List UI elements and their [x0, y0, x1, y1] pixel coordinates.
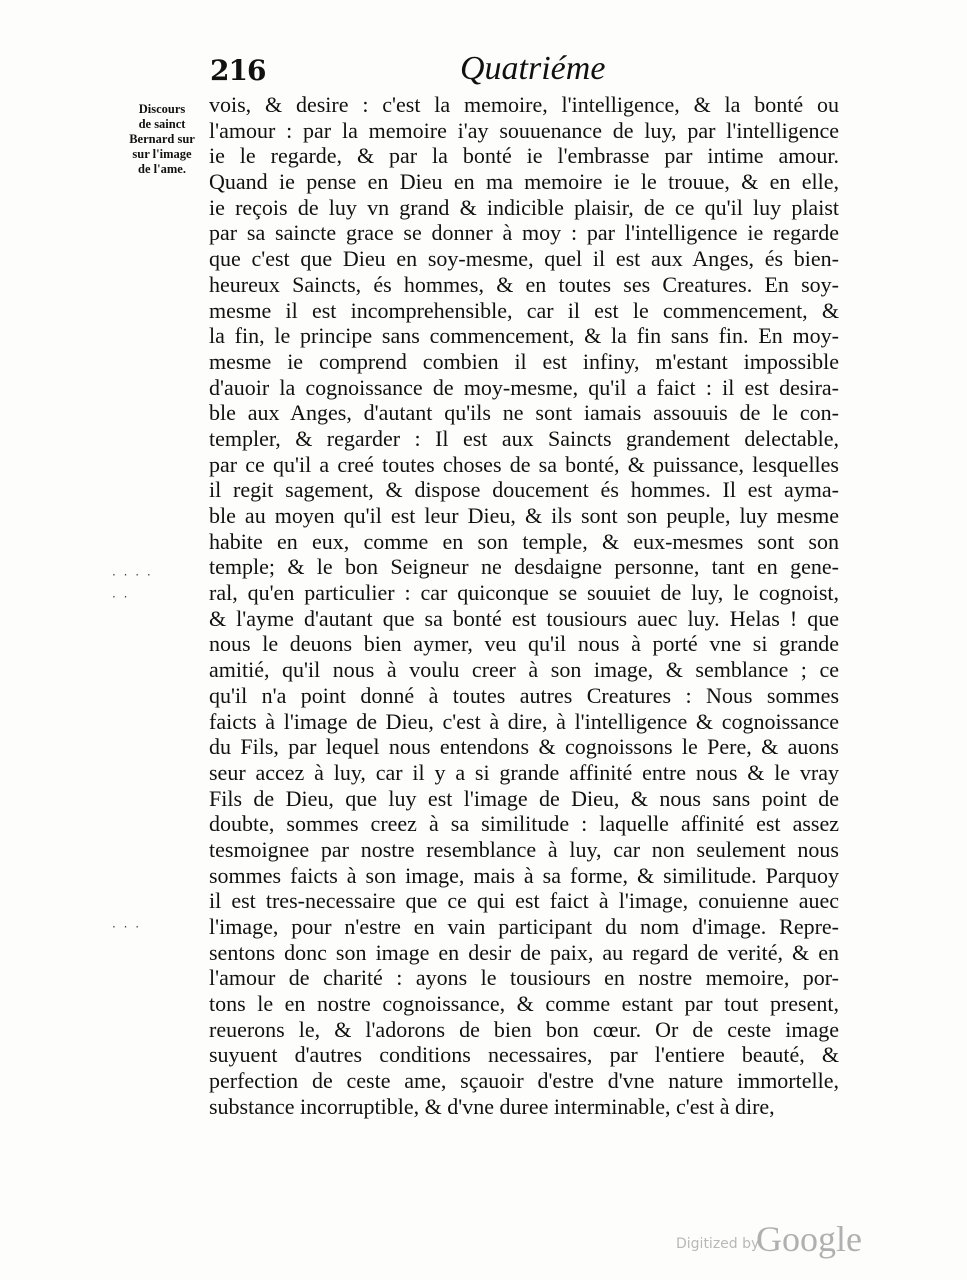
text-line: nous le deuons bien aymer, veu qu'il nous à porté vne si grande	[209, 631, 839, 657]
margin-note-line: sur l'image	[132, 147, 192, 161]
margin-note-line: de l'ame.	[138, 162, 186, 176]
margin-note	[118, 102, 206, 177]
text-line: amitié, qu'il nous à voulu creer à son image, & semblance ; ce	[209, 657, 839, 683]
text-line: qu'il n'a point donné à toutes autres Creatures : Nous sommes	[209, 682, 839, 708]
text-line: la fin, le principe sans commencement, & la fin sans fin. En moy-	[209, 323, 839, 349]
text-line: ie reçois de luy vn grand & indicible plaisir, de ce qu'il luy plaist	[209, 194, 839, 220]
text-line: l'image, pour n'estre en vain participant du nom d'image. Repre-	[209, 914, 839, 939]
text-line: temple; & le bon Seigneur ne desdaigne personne, tant en gene-	[209, 554, 839, 580]
text-line: ie le regarde, & par la bonté ie l'embrasse par intime amour.	[209, 143, 839, 169]
google-logo: Google	[756, 1219, 862, 1259]
margin-note-line: de sainct	[138, 117, 186, 131]
text-line: faicts à l'image de Dieu, c'est à dire, à l'intelligence & cognoissance	[209, 708, 839, 734]
bleed-through-mark: · ·	[112, 590, 130, 604]
text-line: & l'ayme d'autant que sa bonté est tousiours auec luy. Helas ! que	[209, 605, 839, 631]
text-line: tesmoignee par nostre resemblance à luy, car non seulement nous	[209, 836, 839, 862]
text-line: perfection de ceste ame, sçauoir d'estre d'vne nature immortelle,	[209, 1068, 839, 1094]
text-line: mesme il est incomprehensible, car il est le commencement, &	[209, 297, 839, 323]
text-line: seur accez à luy, car il y a si grande affinité entre nous & le vray	[209, 759, 839, 785]
text-line: substance incorruptible, & d'vne duree interminable, c'est à dire,	[209, 1093, 775, 1119]
watermark-prefix: Digitized by	[676, 1236, 760, 1252]
text-line: habite en eux, comme en son temple, & eux-mesmes sont son	[209, 528, 839, 554]
text-line: doubte, sommes creez à sa similitude : laquelle affinité est assez	[209, 811, 839, 837]
page-header	[210, 48, 840, 98]
text-line: mesme ie comprend combien il est infiny, m'estant impossible	[209, 348, 839, 374]
page-number: 216	[210, 54, 266, 87]
text-line: sommes faicts à son image, mais à sa forme, & similitude. Parquoy	[209, 862, 839, 888]
bleed-through-mark: · · ·	[112, 920, 142, 934]
text-line: du Fils, par lequel nous entendons & cognoissons le Pere, & auons	[209, 734, 839, 760]
text-line: par sa saincte grace se donner à moy : par l'intelligence ie regarde	[209, 220, 839, 246]
body-text	[209, 92, 839, 1120]
text-line: que c'est que Dieu en soy-mesme, quel il est aux Anges, és bien-	[209, 246, 839, 272]
text-line: suyuent d'autres conditions necessaires, par l'entiere beauté, &	[209, 1042, 839, 1068]
text-line: templer, & regarder : Il est aux Saincts grandement delectable,	[209, 425, 839, 451]
digitized-watermark	[676, 1218, 876, 1258]
text-line: tons le en nostre cognoissance, & comme estant par tout present,	[209, 991, 839, 1017]
text-line: ble au moyen qu'il est leur Dieu, & ils sont son peuple, luy mesme	[209, 503, 839, 528]
text-line: Quand ie pense en Dieu en ma memoire ie le trouue, & en elle,	[209, 169, 839, 195]
text-line: l'amour de charité : ayons le tousiours en nostre memoire, por-	[209, 965, 839, 991]
text-line: ral, qu'en particulier : car quiconque se souuiet de luy, le cognoist,	[209, 580, 839, 606]
text-line: l'amour : par la memoire i'ay souuenance de luy, par l'intelligence	[209, 117, 839, 143]
margin-note-line: Discours	[138, 102, 186, 116]
text-line: vois, & desire : c'est la memoire, l'intelligence, & la bonté ou	[209, 92, 839, 117]
margin-note-line: Bernard sur	[129, 132, 195, 146]
text-line: il regit sagement, & dispose doucement és hommes. Il est ayma-	[209, 477, 839, 503]
text-line: d'auoir la cognoissance de moy-mesme, qu'il a faict : il est desira-	[209, 374, 839, 400]
text-line: par ce qu'il a creé toutes choses de sa bonté, & puissance, lesquelles	[209, 451, 839, 477]
text-line: il est tres-necessaire que ce qui est faict à l'image, conuienne auec	[209, 888, 839, 914]
text-line: Fils de Dieu, que luy est l'image de Dieu, & nous sans point de	[209, 785, 839, 811]
bleed-through-mark: · · · ·	[112, 568, 153, 582]
text-line: reuerons le, & l'adorons de bien bon cœur. Or de ceste image	[209, 1016, 839, 1042]
text-line: heureux Saincts, és hommes, & en toutes ses Creatures. En soy-	[209, 271, 839, 297]
running-title: Quatriéme	[460, 50, 606, 87]
text-line: sentons donc son image en desir de paix, au regard de verité, & en	[209, 939, 839, 965]
text-line: ble aux Anges, d'autant qu'ils ne sont iamais assouuis de le con-	[209, 400, 839, 426]
